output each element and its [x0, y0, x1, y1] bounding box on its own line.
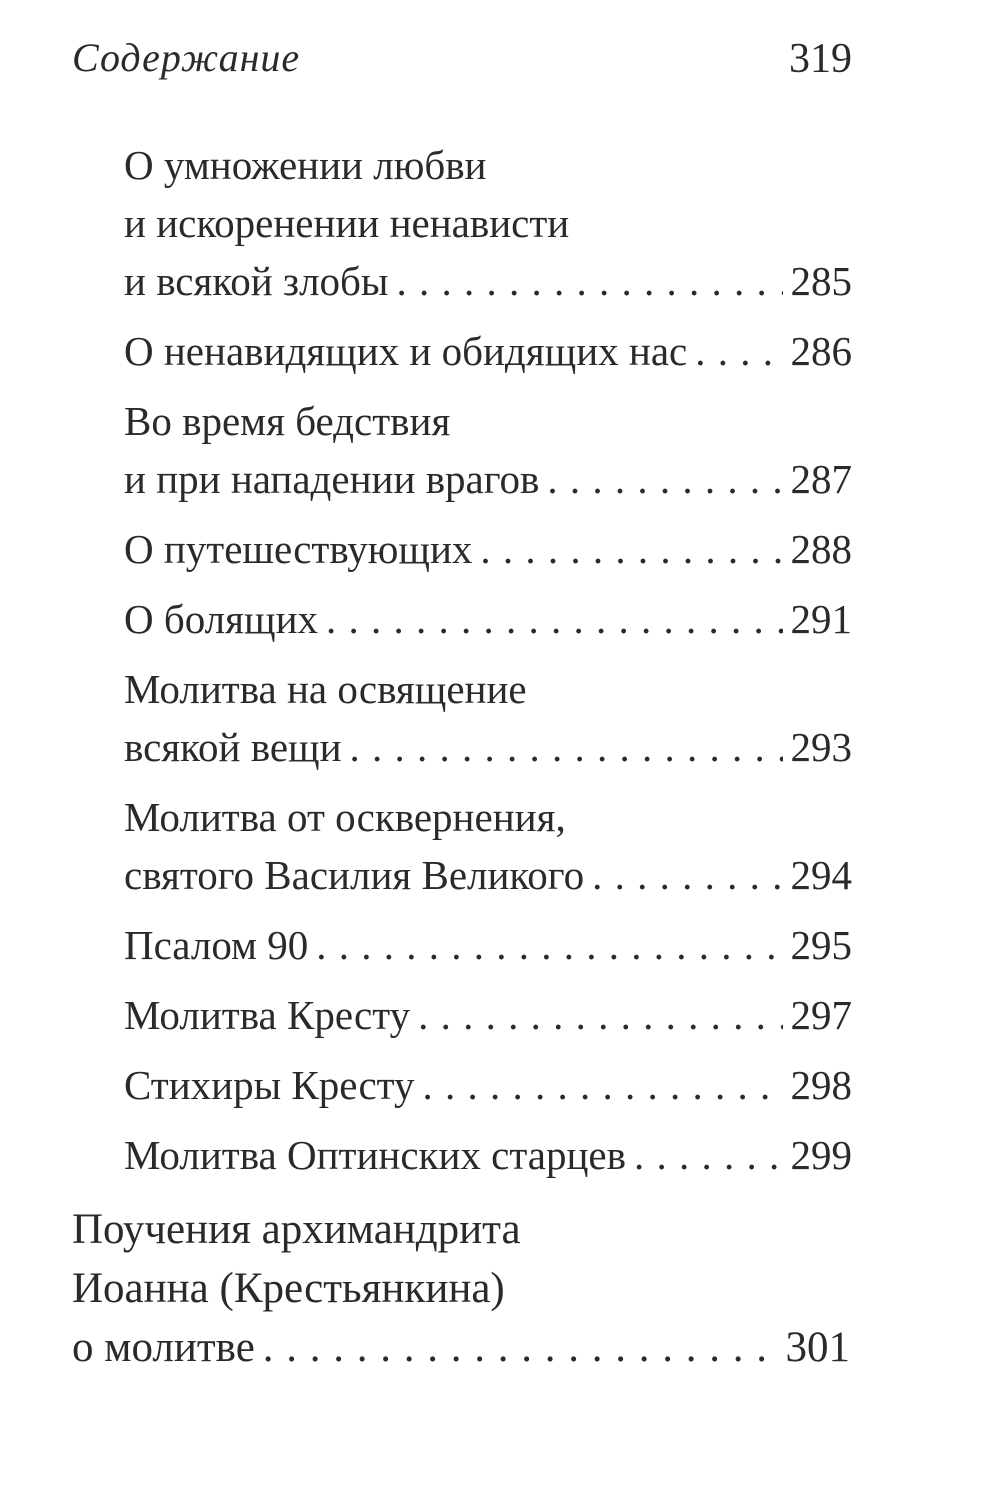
dot-leader [423, 1056, 783, 1105]
toc-entry-title-line: Молитва Оптинских старцев [124, 1132, 626, 1178]
toc-entry-title-line: Стихиры Кресту [124, 1062, 415, 1108]
toc-entry-last-line [124, 1056, 852, 1114]
toc-entry [124, 986, 852, 1044]
running-head-title: Содержание [72, 35, 301, 80]
dot-leader [396, 252, 782, 301]
toc-entry [124, 1126, 852, 1184]
dot-leader [350, 718, 783, 767]
toc-entry-title-line: о молитве [72, 1324, 255, 1371]
toc-entry-page-number: 297 [790, 992, 852, 1038]
dot-leader [316, 916, 782, 965]
toc-entry-last-line [124, 718, 852, 776]
toc-entry [124, 392, 852, 508]
toc-entry-title-line: О болящих [124, 596, 319, 642]
dot-leader [480, 520, 782, 569]
toc-entry-page-number: 293 [790, 724, 852, 770]
toc-entry-page-number: 291 [790, 596, 852, 642]
toc-entry-title-line: всякой вещи [124, 724, 342, 770]
toc-entry-page-number: 301 [785, 1324, 850, 1371]
dot-leader [695, 322, 782, 371]
toc-entry [124, 1056, 852, 1114]
toc-entry-last-line [124, 322, 852, 380]
dot-leader [326, 590, 782, 639]
toc-entry-title-line: Псалом 90 [124, 922, 309, 968]
dot-leader [263, 1318, 778, 1370]
toc-entry-title-line: Молитва Кресту [124, 992, 411, 1038]
dot-leader [418, 986, 782, 1035]
toc-entry-page-number: 288 [790, 526, 852, 572]
toc-entry-page-number: 295 [790, 922, 852, 968]
toc-entry-page-number: 287 [790, 456, 852, 502]
toc-entry [124, 520, 852, 578]
toc-entry [124, 322, 852, 380]
toc-entry-title-line: Иоанна (Крестьянкина) [72, 1265, 505, 1312]
toc-entry [124, 660, 852, 776]
toc-entry-page-number: 294 [790, 852, 852, 898]
toc-entry-page-number: 299 [790, 1132, 852, 1178]
toc-entry-last-line [124, 252, 852, 310]
toc-entry-title-line: О умножении любви [124, 142, 487, 188]
toc-entry-title-line: и всякой злобы [124, 258, 389, 304]
toc-entry-page-number: 286 [790, 328, 852, 374]
toc-entry-last-line [124, 916, 852, 974]
toc-entry-last-line [124, 1126, 852, 1184]
page-number: 319 [789, 36, 852, 82]
toc-entry [72, 1200, 850, 1377]
toc-entry-page-number: 298 [790, 1062, 852, 1108]
table-of-contents [0, 136, 1000, 1377]
toc-entry-title-line: Поучения архимандрита [72, 1206, 521, 1253]
toc-entry [124, 136, 852, 310]
toc-entry [124, 590, 852, 648]
toc-entry-last-line [124, 520, 852, 578]
toc-entry-title-line: святого Василия Великого [124, 852, 585, 898]
toc-entry-page-number: 285 [790, 258, 852, 304]
toc-entry-title-line: Во время бедствия [124, 398, 451, 444]
toc-entry-last-line [124, 590, 852, 648]
dot-leader [634, 1126, 783, 1175]
dot-leader [547, 450, 782, 499]
dot-leader [592, 846, 782, 895]
toc-entry-title-line: и при нападении врагов [124, 456, 540, 502]
toc-entry-last-line [124, 846, 852, 904]
toc-entry-title-line: Молитва от осквернения, [124, 794, 566, 840]
toc-entry-title-line: Молитва на освящение [124, 666, 527, 712]
toc-entry-last-line [124, 450, 852, 508]
toc-entry-last-line [124, 986, 852, 1044]
toc-entry-last-line [72, 1318, 850, 1377]
toc-entry-title-line: О путешествующих [124, 526, 473, 572]
toc-entry [124, 916, 852, 974]
toc-entry-title-line: О ненавидящих и обидящих нас [124, 328, 688, 374]
toc-entry-title-line: и искоренении ненависти [124, 200, 570, 246]
toc-entry [124, 788, 852, 904]
